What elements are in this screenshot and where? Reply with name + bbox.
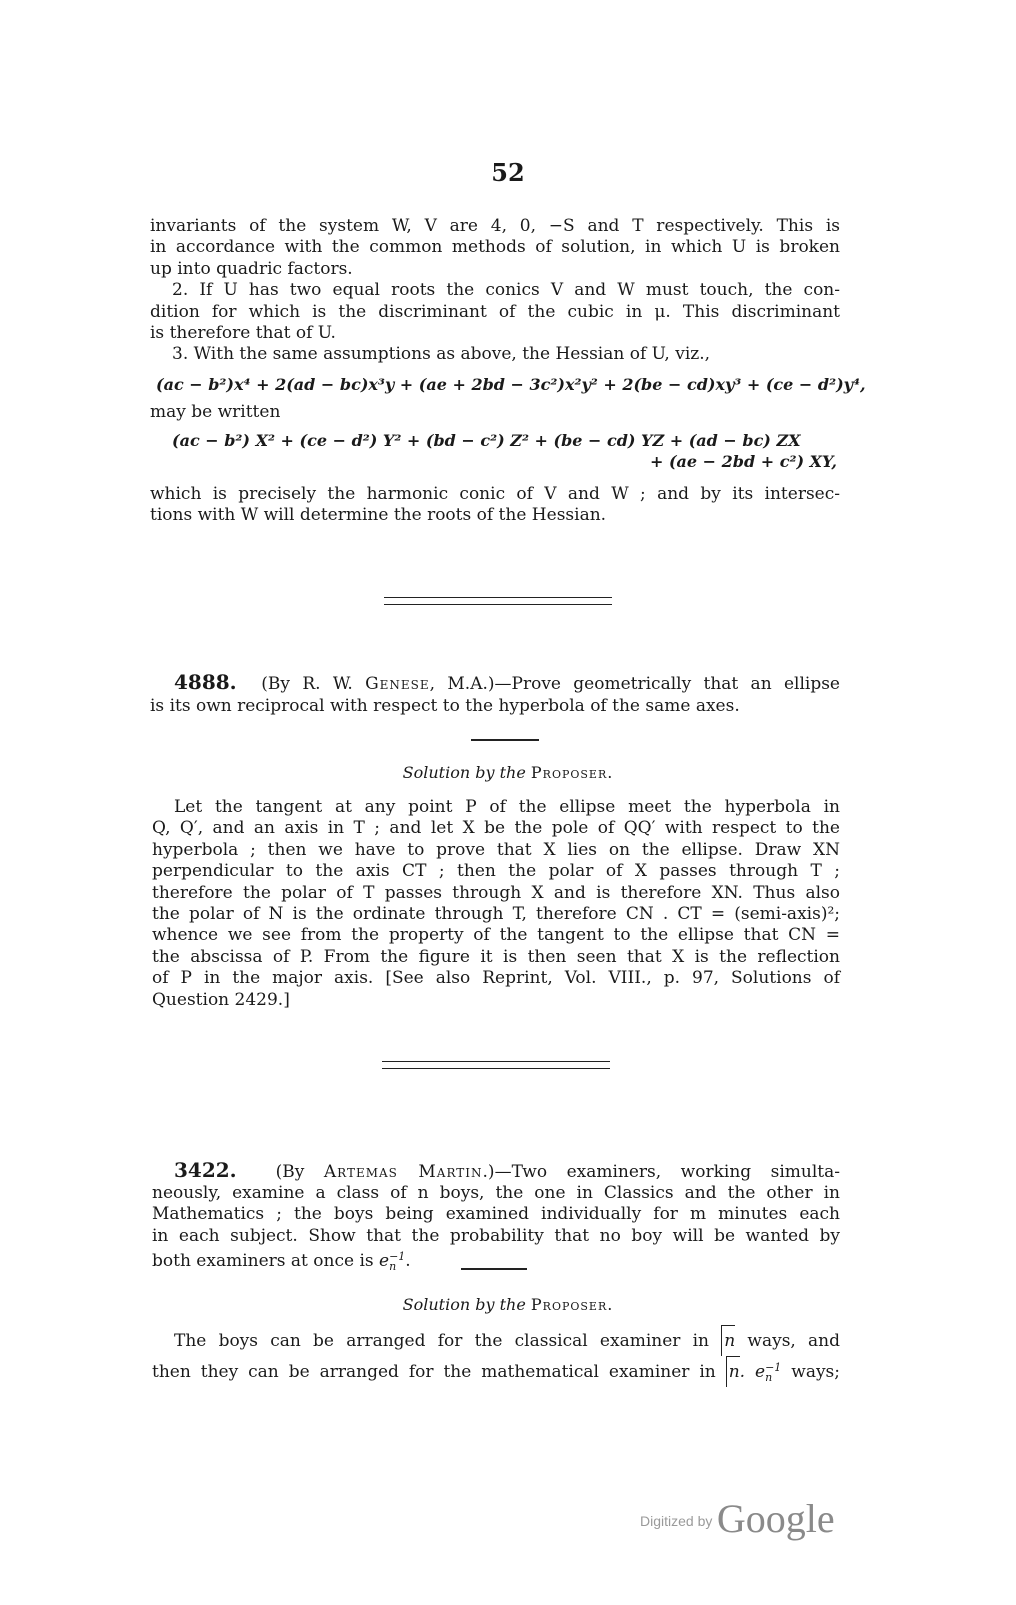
- text-line: perpendicular to the axis CT ; then the polar of X passes through T ;: [152, 861, 840, 882]
- text-line: Mathematics ; the boys being examined individually for m minutes each: [152, 1204, 840, 1225]
- question-3422-body: [152, 1183, 840, 1273]
- text-line: tions with W will determine the roots of the Hessian.: [150, 505, 607, 526]
- text-line: of P in the major axis. [See also Reprint, Vol. VIII., p. 97, Solutions of: [152, 968, 840, 989]
- text-line: 2. If U has two equal roots the conics V and W must touch, the con-: [172, 280, 840, 301]
- text-line: the abscissa of P. From the figure it is then seen that X is the reflection: [152, 946, 840, 967]
- question-number: 4888.: [174, 670, 237, 694]
- text-line: 3. With the same assumptions as above, the Hessian of U, viz.,: [172, 344, 711, 365]
- text-line: which is precisely the harmonic conic of V and W ; and by its intersec-: [150, 484, 840, 504]
- question-number: 3422.: [174, 1158, 237, 1182]
- section-divider: [382, 1061, 610, 1069]
- solution-heading: Solution by the Proposer.: [402, 763, 614, 782]
- intro-closing: [150, 484, 840, 527]
- question-4888: [174, 672, 840, 695]
- intro-block: [150, 216, 840, 366]
- text-line: Question 2429.]: [152, 989, 290, 1010]
- solution-heading: Solution by the Proposer.: [402, 1295, 614, 1314]
- question-3422: [174, 1160, 840, 1183]
- factorial-symbol: n: [726, 1356, 740, 1387]
- digitized-watermark: Digitized by Google: [640, 1496, 835, 1541]
- text-line: in accordance with the common methods of solution, in which U is broken: [150, 237, 840, 258]
- text-line: hyperbola ; then we have to prove that X lies on the ellipse. Draw XN: [152, 839, 840, 860]
- hessian-formula: (ac − b²)x⁴ + 2(ad − bc)x³y + (ae + 2bd − 3c²)x²y² + 2(be − cd)xy³ + (ce − d²)y⁴,: [156, 375, 866, 394]
- page-number: 52: [491, 158, 525, 187]
- text-line: is therefore that of U.: [150, 323, 336, 344]
- solution-3422: [152, 1325, 840, 1387]
- may-be-written: may be written: [150, 402, 281, 422]
- text-line: dition for which is the discriminant of the cubic in μ. This discriminant: [150, 301, 840, 322]
- text-line: then they can be arranged for the mathematical examiner in n. e −1 n ways;: [152, 1356, 840, 1387]
- factorial-symbol: n: [721, 1325, 735, 1356]
- text-line: up into quadric factors.: [150, 258, 353, 279]
- text-line: in each subject. Show that the probability that no boy will be wanted by: [152, 1225, 840, 1246]
- google-logo: Google: [716, 1496, 835, 1541]
- text-line: neously, examine a class of n boys, the one in Classics and the other in: [152, 1183, 840, 1203]
- solution-4888: [152, 797, 840, 1011]
- solution-divider: [461, 1268, 527, 1270]
- section-divider: [384, 597, 612, 605]
- question-statement: 4888. (By R. W. Genese, M.A.)—Prove geometrically that an ellipse: [174, 670, 840, 694]
- text-line: therefore the polar of T passes through X and is therefore XN. Thus also: [152, 882, 840, 903]
- author-name: Genese: [365, 674, 430, 694]
- text-line: whence we see from the property of the tangent to the ellipse that CN =: [152, 925, 840, 946]
- text-line: Let the tangent at any point P of the ellipse meet the hyperbola in: [174, 797, 840, 817]
- text-line: Q, Q′, and an axis in T ; and let X be the pole of QQ′ with respect to the: [152, 818, 840, 839]
- conic-formula: (ac − b²) X² + (ce − d²) Y² + (bd − c²) Z² + (be − cd) YZ + (ad − bc) ZX + (ae − 2bd + c²) XY,: [172, 431, 837, 472]
- question-statement: 3422. (By Artemas Martin.)—Two examiners, working simulta-: [174, 1158, 841, 1182]
- question-4888-line2: is its own reciprocal with respect to the hyperbola of the same axes.: [150, 696, 740, 716]
- solution-divider: [471, 739, 539, 741]
- text-line: The boys can be arranged for the classical examiner in n ways, and: [152, 1325, 840, 1356]
- author-name: Artemas Martin: [323, 1162, 483, 1182]
- text-line: the polar of N is the ordinate through T, therefore CN . CT = (semi-axis)²;: [152, 904, 840, 925]
- text-line: invariants of the system W, V are 4, 0, −S and T respectively. This is: [150, 216, 840, 236]
- text-line: both examiners at once is e −1 n .: [152, 1249, 411, 1273]
